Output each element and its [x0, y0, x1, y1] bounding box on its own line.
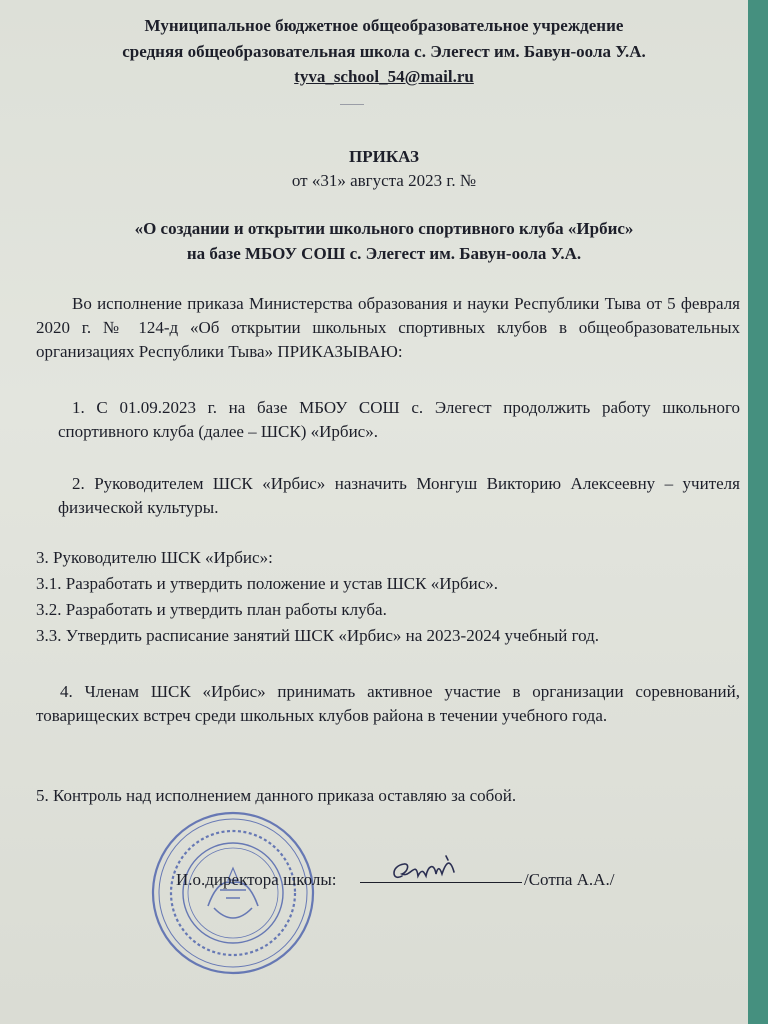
item-1: 1. С 01.09.2023 г. на базе МБОУ СОШ с. Элегест продолжить работу школьного спортивного клуба (далее – ШСК) «Ирбис». — [58, 398, 740, 441]
item-3: 3. Руководителю ШСК «Ирбис»: — [36, 548, 273, 567]
item-3-3: 3.3. Утвердить расписание занятий ШСК «Ирбис» на 2023-2024 учебный год. — [36, 626, 600, 645]
intro-paragraph: Во исполнение приказа Министерства образования и науки Республики Тыва от 5 февраля 2020 г. № 124-д «Об открытии школьных спортивных клубов в общеобразовательных организациях Республики Тыва» ПРИКАЗЫВАЮ: — [36, 294, 740, 361]
order-title: ПРИКАЗ — [349, 147, 419, 166]
subject-line-2: на базе МБОУ СОШ с. Элегест им. Бавун-оола У.А. — [186, 244, 582, 263]
subject-line-1: «О создании и открытии школьного спортивного клуба «Ирбис» — [134, 219, 634, 238]
signature-name: /Сотпа А.А./ — [524, 870, 615, 889]
header-line-2: средняя общеобразовательная школа с. Элегест им. Бавун-оола У.А. — [122, 42, 646, 61]
header-email: tyva_school_54@mail.ru — [294, 67, 474, 86]
handwritten-signature — [388, 852, 468, 888]
item-4: 4. Членам ШСК «Ирбис» принимать активное участие в организации соревнований, товарищеских встреч среди школьных клубов района в течении учебного года. — [36, 682, 740, 725]
item-5: 5. Контроль над исполнением данного приказа оставляю за собой. — [36, 786, 517, 805]
divider-mark — [340, 104, 364, 105]
order-date: от «31» августа 2023 г. № — [291, 171, 477, 190]
header-line-1: Муниципальное бюджетное общеобразовательное учреждение — [144, 16, 624, 35]
school-seal-stamp — [148, 808, 318, 978]
item-2: 2. Руководителем ШСК «Ирбис» назначить Монгуш Викторию Алексеевну – учителя физической культуры. — [58, 474, 740, 517]
signature-role: И.о.директора школы: — [176, 870, 337, 889]
item-3-1: 3.1. Разработать и утвердить положение и устав ШСК «Ирбис». — [36, 574, 499, 593]
item-3-2: 3.2. Разработать и утвердить план работы клуба. — [36, 600, 387, 619]
